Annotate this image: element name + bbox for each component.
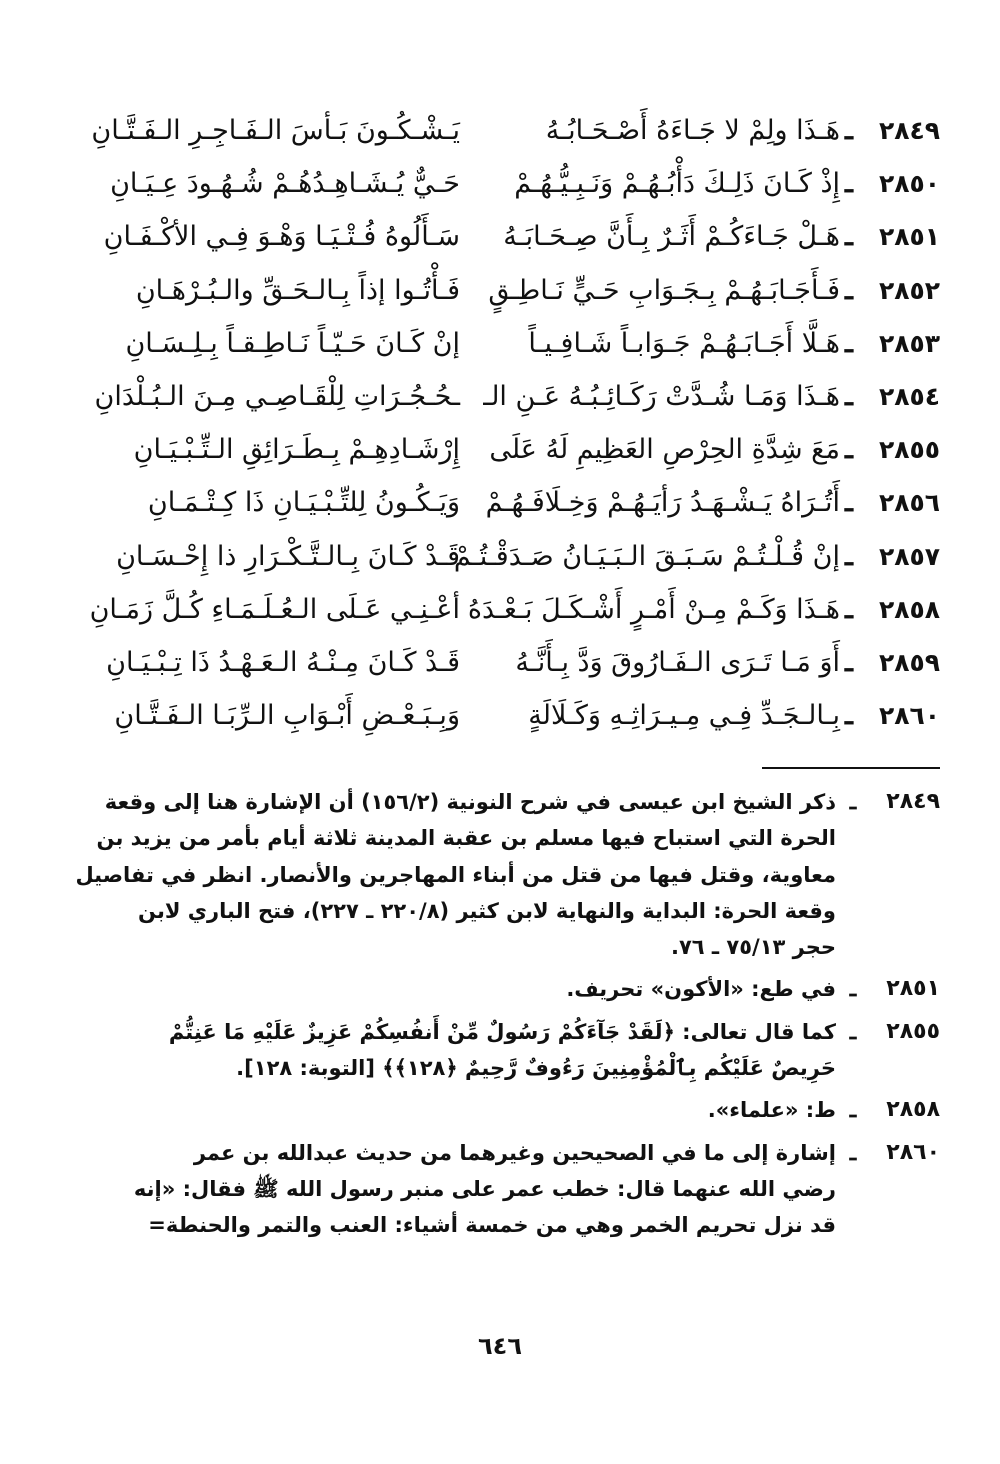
verse-first-hemistich: بِـالـجَـدِّ فِـي مِـيـرَاثِـهِ وَكَـلَالَةٍ (528, 700, 840, 732)
footnote (60, 784, 940, 965)
footnote-text (60, 971, 836, 1007)
footnote-line: ط: «علماء». (707, 1098, 836, 1123)
verse-row (60, 423, 940, 476)
verse-dash: ـ (845, 540, 853, 572)
verse-second-hemistich: وَيَـكُـونُ لِلتِّـبْـيَـانِ ذَا كِـتْـمَـانِ (147, 487, 460, 519)
verse-number: ٢٨٥١ (878, 222, 940, 252)
verse-row (60, 689, 940, 742)
verse-dash: ـ (845, 168, 853, 200)
footnote-line: حَرِيصٌ عَلَيْكُم بِٱلْمُؤْمِنِينَ رَءُوفٌ رَّحِيمٌ ﴿١٢٨﴾﴾ [التوبة: ١٢٨]. (236, 1056, 836, 1081)
footnote-separator (762, 767, 940, 769)
verse-row (60, 317, 940, 370)
verse-dash: ـ (845, 593, 853, 625)
footnote-text (60, 1092, 836, 1128)
verse-dash: ـ (845, 434, 853, 466)
verse-second-hemistich: سَـأَلُوهُ فُـتْـيَـا وَهْـوَ فِـي الأكْـفَـانِ (103, 221, 460, 253)
footnote-line: حجر ٧٥/١٣ ـ ٧٦. (670, 935, 836, 960)
verse-second-hemistich: فَـأْتُـوا إذاً بِـالـحَـقِّ والـبُـرْهَـانِ (135, 274, 460, 306)
footnote (60, 971, 940, 1007)
verse-row (60, 530, 940, 583)
page-number: ٦٤٦ (478, 1332, 522, 1360)
verse-number: ٢٨٥٩ (878, 647, 940, 677)
verse-first-hemistich: إنْ قُـلْـتُـمْ سَـبَـقَ الـبَـيَـانُ صَـدَقْـتُـمْ (453, 540, 840, 572)
footnote-line: في طع: «الأكون» تحريف. (566, 977, 836, 1002)
verse-first-hemistich: أَتُـرَاهُ يَـشْـهَـدُ رَأيَـهُـمْ وَخِـلَافَـهُـمْ (485, 487, 840, 519)
verse-first-hemistich: هَـلَّا أَجَـابَـهُـمْ جَـوَابـاً شَـافِـيـاً (528, 327, 840, 359)
verse-number: ٢٨٦٠ (878, 701, 940, 731)
footnote (60, 1092, 940, 1128)
footnote-number: ٢٨٤٩ (886, 789, 940, 814)
footnote-number: ٢٨٥١ (886, 976, 940, 1002)
footnote-number: ٢٨٥٥ (886, 1018, 940, 1044)
verse-second-hemistich: إِرْشَـادِهِـمْ بِـطَـرَائِقِ الـتِّـبْـيَـانِ (133, 434, 460, 466)
verse-second-hemistich: قَـدْ كَـانَ بِـالـتَّـكْـرَارِ ذا إِحْـسَـانِ (116, 540, 460, 572)
footnotes-block (60, 784, 940, 1250)
verse-first-hemistich: إِذْ كَـانَ ذَلِـكَ دَأْبُـهُـمْ وَنَـبِـيُّـهُـمْ (514, 168, 840, 200)
verse-second-hemistich: إنْ كَـانَ حَـيّـاً نَـاطِـقـاً بِـلِـسَـانِ (125, 327, 460, 359)
verse-number: ٢٨٤٩ (878, 116, 940, 146)
verse-first-hemistich: أَوَ مَـا تَـرَى الـفَـارُوقَ وَدَّ بِـأَنَّـهُ (515, 646, 840, 678)
footnote (60, 1135, 940, 1244)
footnote-text (60, 784, 836, 965)
footnote-line: ذكر الشيخ ابن عيسى في شرح النونية (١٥٦/٢) أن الإشارة هنا إلى وقعة (104, 790, 836, 814)
verse-first-hemistich: فَـأَجَـابَـهُـمْ بِـجَـوَابِ حَـيٍّ نَـاطِـقٍ (488, 274, 840, 306)
footnote-dash: ـ (849, 789, 857, 815)
verse-dash: ـ (845, 221, 853, 253)
verse-row (60, 157, 940, 210)
footnote-dash: ـ (849, 1139, 857, 1166)
footnote-line: إشارة إلى ما في الصحيحين وغيرهما من حديث عبدالله بن عمر (193, 1140, 836, 1165)
verse-row (60, 370, 940, 423)
verse-second-hemistich: حَـيٌّ يُـشَـاهِـدُهُـمْ شُـهُـودَ عِـيَـانِ (110, 168, 460, 200)
verse-first-hemistich: مَعَ شِدَّةِ الحِرْصِ العَظِيمِ لَهُ عَلَى (489, 434, 840, 466)
verse-row (60, 583, 940, 636)
verse-dash: ـ (845, 646, 853, 678)
verse-number: ٢٨٥٤ (878, 382, 940, 412)
footnote (60, 1014, 940, 1087)
footnote-line: رضي الله عنهما قال: خطب عمر على منبر رسول الله ﷺ فقال: «إنه (133, 1176, 836, 1201)
verse-dash: ـ (845, 115, 853, 147)
verse-row (60, 476, 940, 529)
verse-row (60, 210, 940, 263)
verse-first-hemistich: هَـلْ جَـاءَكُـمْ أَثَـرٌ بِـأَنَّ صِـحَـابَـهُ (503, 221, 840, 253)
verse-dash: ـ (845, 487, 853, 519)
footnote-number: ٢٨٦٠ (886, 1139, 940, 1165)
verse-second-hemistich: يَـشْـكُـونَ بَـأسَ الـفَـاجِـرِ الـفَـتَّـانِ (91, 115, 460, 147)
footnote-dash: ـ (849, 1018, 857, 1045)
verse-number: ٢٨٥٨ (878, 594, 940, 624)
footnote-dash: ـ (849, 976, 857, 1003)
verse-row (60, 636, 940, 689)
verse-first-hemistich: هَـذَا وَكَـمْ مِـنْ أَمْـرٍ أَشْـكَـلَ بَـعْـدَهُ (467, 593, 840, 625)
verse-number: ٢٨٥٧ (878, 541, 940, 571)
verse-number: ٢٨٥٥ (878, 435, 940, 465)
footnote-line: الحرة التي استباح فيها مسلم بن عقبة المدينة ثلاثة أيام بأمر من يزيد بن (96, 826, 836, 851)
verse-second-hemistich: أعْـنِـي عَـلَى الـعُـلَـمَـاءِ كُـلَّ زَمَـانِ (89, 593, 460, 625)
verse-second-hemistich: قَـدْ كَـانَ مِـنْـهُ الـعَـهْـدُ ذَا تِـبْـيَـانِ (106, 646, 460, 678)
footnote-dash: ـ (849, 1097, 857, 1124)
verse-dash: ـ (845, 381, 853, 413)
footnote-line: كما قال تعالى: ﴿لَقَدْ جَآءَكُمْ رَسُولٌ مِّنْ أَنفُسِكُمْ عَزِيزٌ عَلَيْهِ مَا عَنِتُّمْ (168, 1019, 836, 1044)
poem-block (60, 104, 940, 742)
verse-number: ٢٨٥٦ (878, 488, 940, 518)
verse-dash: ـ (845, 700, 853, 732)
verse-dash: ـ (845, 327, 853, 359)
footnote-number: ٢٨٥٨ (886, 1097, 940, 1123)
verse-first-hemistich: هَـذَا ولِمْ لا جَـاءَهُ أَصْـحَـابُـهُ (545, 115, 840, 147)
footnote-text (60, 1014, 836, 1087)
footnote-text (60, 1135, 836, 1244)
verse-dash: ـ (845, 274, 853, 306)
verse-number: ٢٨٥٣ (878, 328, 940, 358)
verse-number: ٢٨٥٢ (878, 275, 940, 305)
footnote-line: معاوية، وقتل فيها من قتل من أبناء المهاجرين والأنصار. انظر في تفاصيل (75, 862, 836, 887)
verse-second-hemistich: ـحُـجُـرَاتِ لِلْقَـاصِـي مِـنَ الـبُـلْدَانِ (94, 381, 460, 413)
verse-row (60, 104, 940, 157)
verse-first-hemistich: هَـذَا وَمَـا شُـدَّتْ رَكَـائِـبُـهُ عَـنِ الـ (483, 381, 840, 413)
footnote-line: قد نزل تحريم الخمر وهي من خمسة أشياء: العنب والتمر والحنطة= (148, 1213, 836, 1238)
verse-row (60, 264, 940, 317)
verse-number: ٢٨٥٠ (878, 169, 940, 199)
footnote-line: وقعة الحرة: البداية والنهاية لابن كثير (٢٢٠/٨ ـ ٢٢٧)، فتح الباري لابن (138, 898, 836, 923)
verse-second-hemistich: وَبِـبَـعْـضِ أَبْـوَابِ الـرِّبَـا الـفَـتَّـانِ (114, 700, 460, 732)
